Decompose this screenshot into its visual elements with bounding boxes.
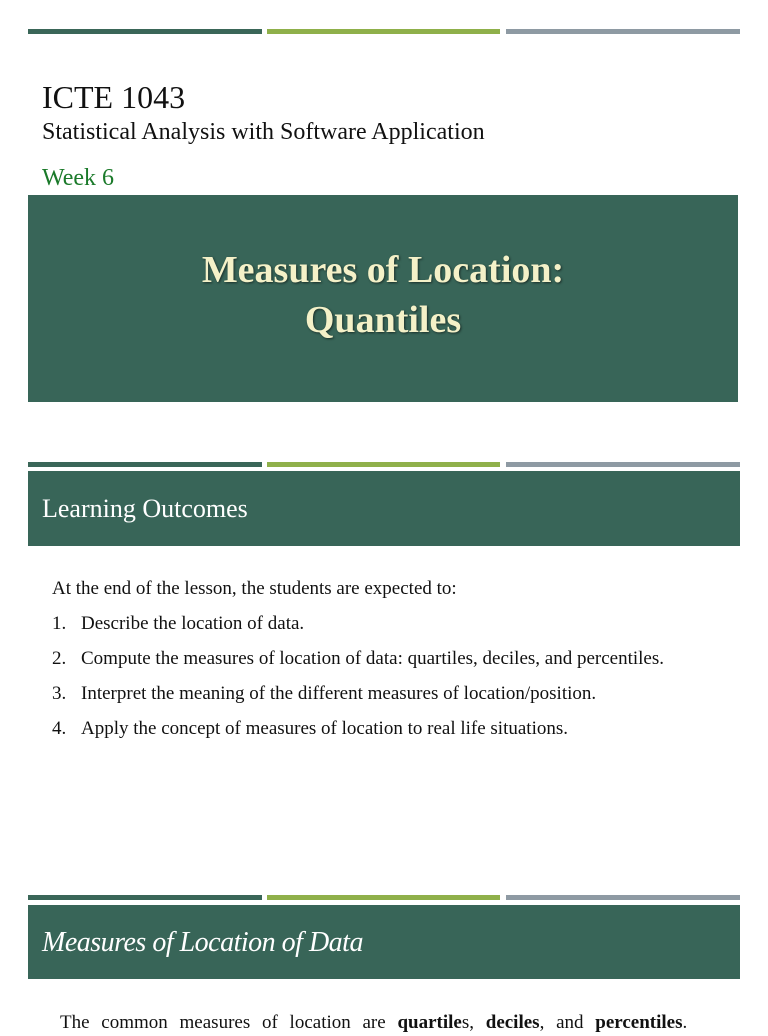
title-line-1: Measures of Location: [201,249,565,291]
text-segment: s, [461,1012,486,1033]
measures-section-heading: Measures of Location of Data [42,927,363,958]
course-name: Statistical Analysis with Software Application [42,119,485,145]
list-number: 3. [52,683,67,704]
accent-bar-gray [506,462,740,467]
text-segment: , and [539,1012,596,1033]
week-label: Week 6 [42,165,115,191]
title-line-2: Quantiles [304,299,462,341]
accent-bar-light-green [267,29,500,34]
top-accent-bars [28,29,740,34]
accent-bar-dark-green [28,462,262,467]
list-number: 2. [52,648,67,669]
learning-outcomes-heading: Learning Outcomes [42,494,248,523]
bold-term-deciles: deciles [485,1012,540,1033]
list-number: 4. [52,718,67,739]
course-code: ICTE 1043 [42,79,186,115]
text-segment: The common measures of location are [60,1012,398,1033]
list-number: 1. [52,613,67,634]
bold-term-quartiles: quartile [397,1012,462,1033]
bold-term-percentiles: percentiles [595,1012,683,1033]
list-text: Describe the location of data. [81,613,305,634]
accent-bar-light-green [267,462,500,467]
measures-intro-text [60,1010,687,1036]
accent-bar-gray [506,29,740,34]
list-text: Interpret the meaning of the different measures of location/position. [81,683,597,704]
slide3-accent-bars [28,895,740,900]
accent-bar-light-green [267,895,500,900]
accent-bar-gray [506,895,740,900]
list-text: Compute the measures of location of data: quartiles, deciles, and percentiles. [81,648,664,669]
accent-bar-dark-green [28,895,262,900]
accent-bar-dark-green [28,29,262,34]
measures-section-header [28,905,740,979]
outcomes-intro: At the end of the lesson, the students are expected to: [52,578,457,599]
text-segment: . [682,1012,688,1033]
learning-outcomes-header [28,471,740,546]
list-text: Apply the concept of measures of location to real life situations. [81,718,568,739]
slide2-accent-bars [28,462,740,467]
